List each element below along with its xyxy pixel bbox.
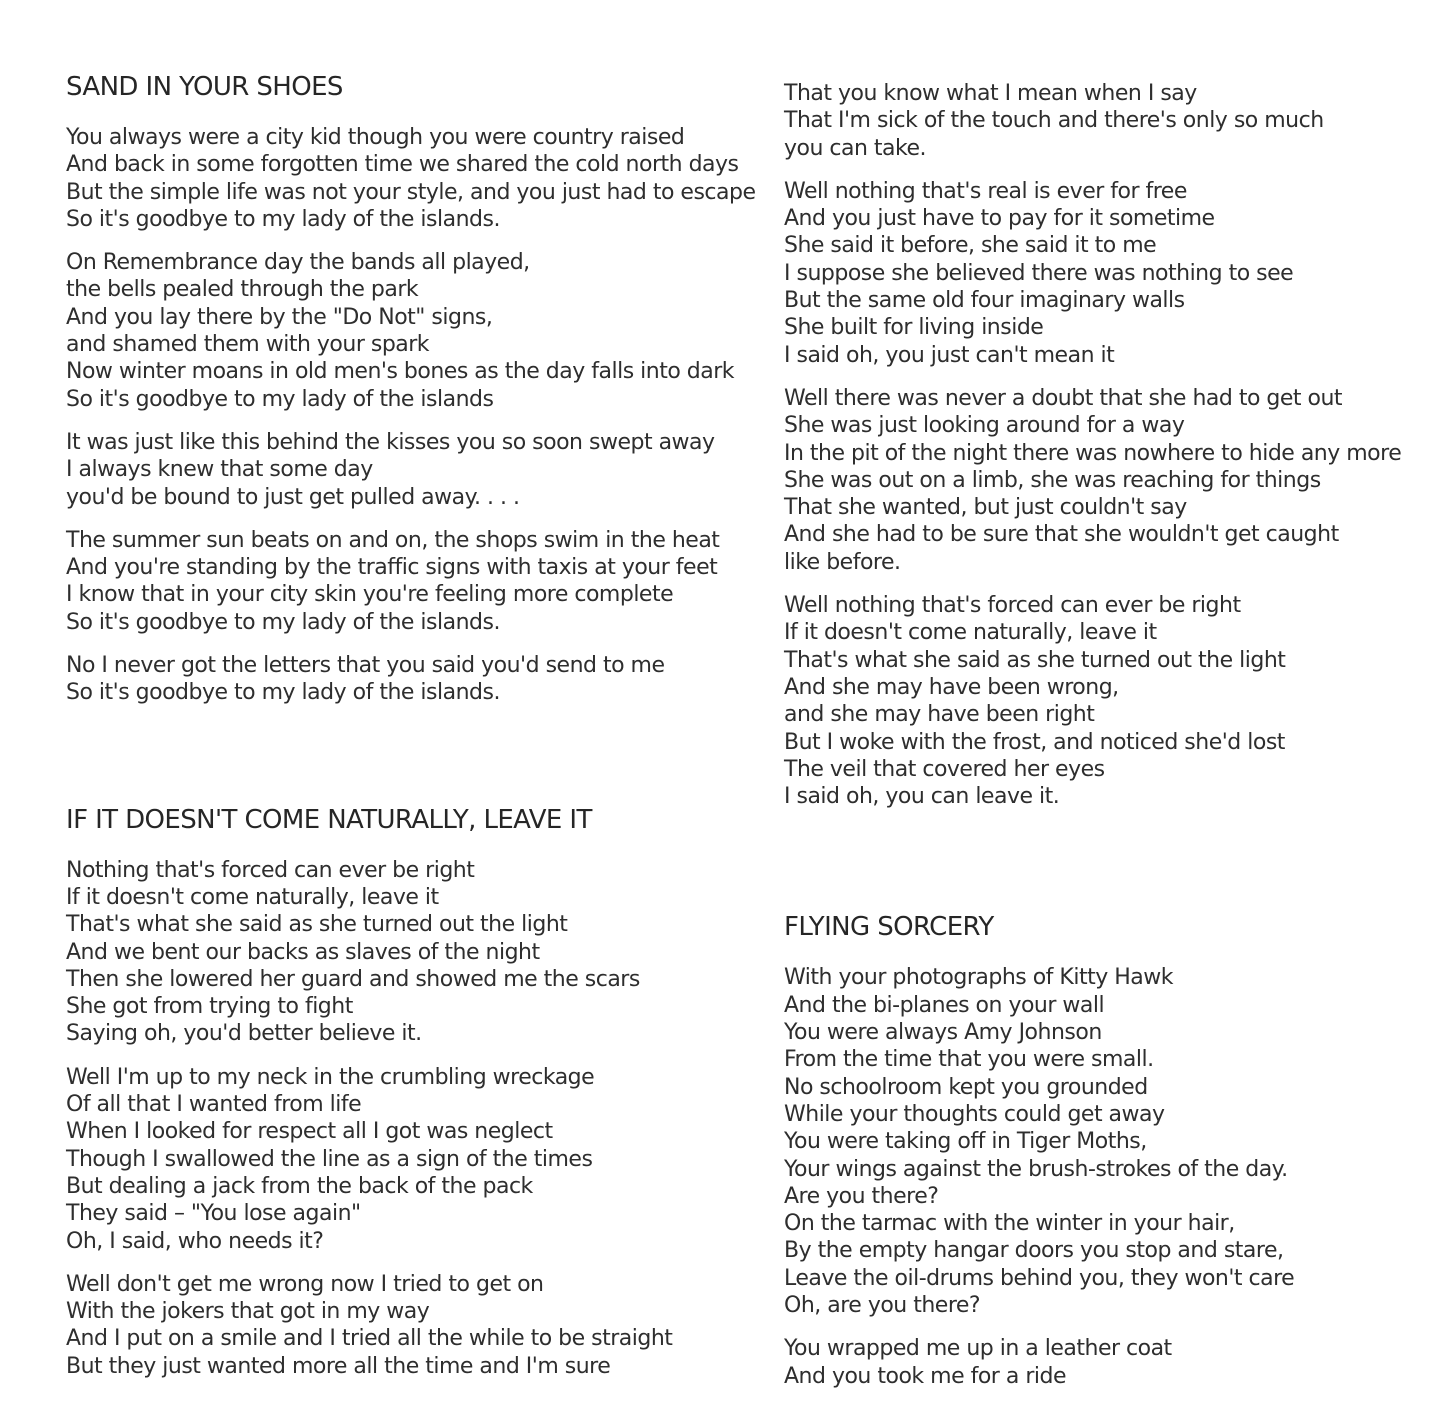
lyric-line: She was out on a limb, she was reaching for things	[784, 467, 1321, 493]
lyric-line: And you lay there by the "Do Not" signs,	[66, 304, 493, 330]
lyric-line: That you know what I mean when I say	[784, 81, 1197, 106]
lyric-line: Leave the oil-drums behind you, they won't care	[784, 1265, 1295, 1291]
lyric-line: And you're standing by the traffic signs with taxis at your feet	[66, 555, 718, 581]
song-title: IF IT DOESN'T COME NATURALLY, LEAVE IT	[66, 804, 592, 835]
lyric-line: So it's goodbye to my lady of the islands.	[66, 680, 500, 706]
lyric-line: And you took me for a ride	[784, 1363, 1066, 1389]
lyric-line: And you just have to pay for it sometime	[784, 206, 1215, 232]
lyric-line: I suppose she believed there was nothing to see	[784, 260, 1294, 286]
stanza	[66, 1064, 766, 1255]
lyric-line: And I put on a smile and I tried all the while to be straight	[66, 1326, 673, 1352]
lyric-line: like before.	[784, 549, 901, 575]
lyric-line: If it doesn't come naturally, leave it	[66, 884, 439, 910]
lyric-line: She said it before, she said it to me	[784, 233, 1157, 259]
stanza	[66, 429, 766, 511]
lyric-line: From the time that you were small.	[784, 1047, 1154, 1073]
stanza	[784, 592, 1424, 810]
lyric-line: But the same old four imaginary walls	[784, 288, 1185, 314]
lyric-line: Your wings against the brush-strokes of the day.	[784, 1156, 1288, 1182]
lyric-line: Saying oh, you'd better believe it.	[66, 1021, 422, 1047]
spacer	[66, 723, 766, 803]
stanza	[66, 124, 766, 233]
lyric-line: And the bi-planes on your wall	[784, 992, 1105, 1018]
lyric-line: She was just looking around for a way	[784, 413, 1185, 439]
lyric-line: Well there was never a doubt that she had to get out	[784, 385, 1343, 411]
right-column	[784, 80, 1424, 1406]
lyric-line: So it's goodbye to my lady of the islands.	[66, 206, 500, 232]
stanza	[66, 857, 766, 1048]
lyric-line: Well nothing that's forced can ever be right	[784, 593, 1241, 619]
lyric-line: By the empty hangar doors you stop and stare,	[784, 1238, 1284, 1264]
song-sand-in-your-shoes	[66, 70, 766, 707]
lyric-line: With your photographs of Kitty Hawk	[784, 965, 1173, 991]
stanza	[784, 964, 1424, 1319]
lyric-line: Oh, I said, who needs it?	[66, 1228, 324, 1254]
lyric-line: I said oh, you just can't mean it	[784, 342, 1115, 368]
stanza	[66, 527, 766, 636]
lyric-line: Well nothing that's real is ever for free	[784, 178, 1187, 204]
lyric-line: She got from trying to fight	[66, 994, 353, 1020]
song-flying-sorcery	[784, 910, 1424, 1389]
song-title: SAND IN YOUR SHOES	[66, 72, 343, 102]
stanza	[784, 385, 1424, 576]
lyric-line: Of all that I wanted from life	[66, 1092, 362, 1118]
lyric-line: And we bent our backs as slaves of the night	[66, 939, 540, 965]
lyric-line: Well don't get me wrong now I tried to get on	[66, 1271, 544, 1297]
lyric-line: and she may have been right	[784, 702, 1095, 728]
lyric-line: And she had to be sure that she wouldn't get caught	[784, 522, 1339, 548]
lyric-line: Oh, are you there?	[784, 1292, 981, 1318]
left-column	[66, 70, 766, 1396]
lyric-line: But they just wanted more all the time and I'm sure	[66, 1353, 611, 1379]
lyric-line: Nothing that's forced can ever be right	[66, 857, 475, 883]
stanza	[784, 1335, 1424, 1390]
lyric-line: You were always Amy Johnson	[784, 1020, 1102, 1046]
lyric-line: If it doesn't come naturally, leave it	[784, 620, 1157, 646]
stanza	[66, 249, 766, 413]
stanza	[66, 1271, 766, 1380]
lyric-line: You wrapped me up in a leather coat	[784, 1336, 1172, 1362]
lyric-line: So it's goodbye to my lady of the islands.	[66, 609, 500, 635]
stanza	[66, 652, 766, 707]
spacer	[784, 826, 1424, 910]
lyric-line: And back in some forgotten time we shared the cold north days	[66, 152, 739, 178]
lyric-line: I said oh, you can leave it.	[784, 784, 1060, 810]
lyric-line: In the pit of the night there was nowhere to hide any more	[784, 440, 1402, 466]
lyric-line: So it's goodbye to my lady of the islands	[66, 386, 494, 412]
lyric-line: That's what she said as she turned out the light	[66, 912, 568, 938]
lyric-line: Though I swallowed the line as a sign of the times	[66, 1146, 593, 1172]
lyric-line: Well I'm up to my neck in the crumbling wreckage	[66, 1064, 595, 1090]
lyric-line: She built for living inside	[784, 315, 1044, 341]
lyric-line: That's what she said as she turned out the light	[784, 647, 1286, 673]
song-if-it-doesnt-come-naturally	[66, 803, 766, 1380]
lyric-line: You always were a city kid though you were country raised	[66, 125, 685, 150]
lyric-line: the bells pealed through the park	[66, 277, 419, 303]
lyric-line: That she wanted, but just couldn't say	[784, 495, 1187, 521]
lyric-line: I know that in your city skin you're feeling more complete	[66, 582, 674, 608]
lyric-line: They said – "You lose again"	[66, 1201, 361, 1227]
lyric-line: On Remembrance day the bands all played,	[66, 250, 530, 276]
lyric-line: But I woke with the frost, and noticed she'd lost	[784, 729, 1285, 755]
lyric-line: When I looked for respect all I got was neglect	[66, 1119, 553, 1145]
lyric-line: I always knew that some day	[66, 457, 373, 483]
lyric-line: you'd be bound to just get pulled away. . . .	[66, 484, 520, 510]
lyric-line: On the tarmac with the winter in your hair,	[784, 1211, 1235, 1237]
lyric-line: you can take.	[784, 135, 927, 161]
lyric-line: That I'm sick of the touch and there's only so much	[784, 108, 1324, 134]
lyric-line: But the simple life was not your style, and you just had to escape	[66, 179, 756, 205]
stanza	[784, 80, 1424, 162]
lyric-line: No I never got the letters that you said you'd send to me	[66, 653, 665, 679]
lyric-line: But dealing a jack from the back of the pack	[66, 1173, 533, 1199]
lyric-line: You were taking off in Tiger Moths,	[784, 1129, 1147, 1155]
lyric-line: Then she lowered her guard and showed me the scars	[66, 966, 640, 992]
lyric-line: Now winter moans in old men's bones as the day falls into dark	[66, 359, 735, 385]
song-title: FLYING SORCERY	[784, 912, 994, 943]
lyric-line: And she may have been wrong,	[784, 674, 1119, 700]
lyric-line: It was just like this behind the kisses you so soon swept away	[66, 429, 715, 455]
lyric-line: and shamed them with your spark	[66, 332, 430, 358]
lyric-line: The summer sun beats on and on, the shops swim in the heat	[66, 527, 720, 553]
lyric-line: While your thoughts could get away	[784, 1101, 1165, 1127]
lyric-line: Are you there?	[784, 1183, 939, 1209]
song-continuation	[784, 80, 1424, 810]
lyric-line: The veil that covered her eyes	[784, 756, 1105, 782]
stanza	[784, 178, 1424, 369]
lyric-line: No schoolroom kept you grounded	[784, 1074, 1148, 1100]
lyric-line: With the jokers that got in my way	[66, 1299, 430, 1325]
